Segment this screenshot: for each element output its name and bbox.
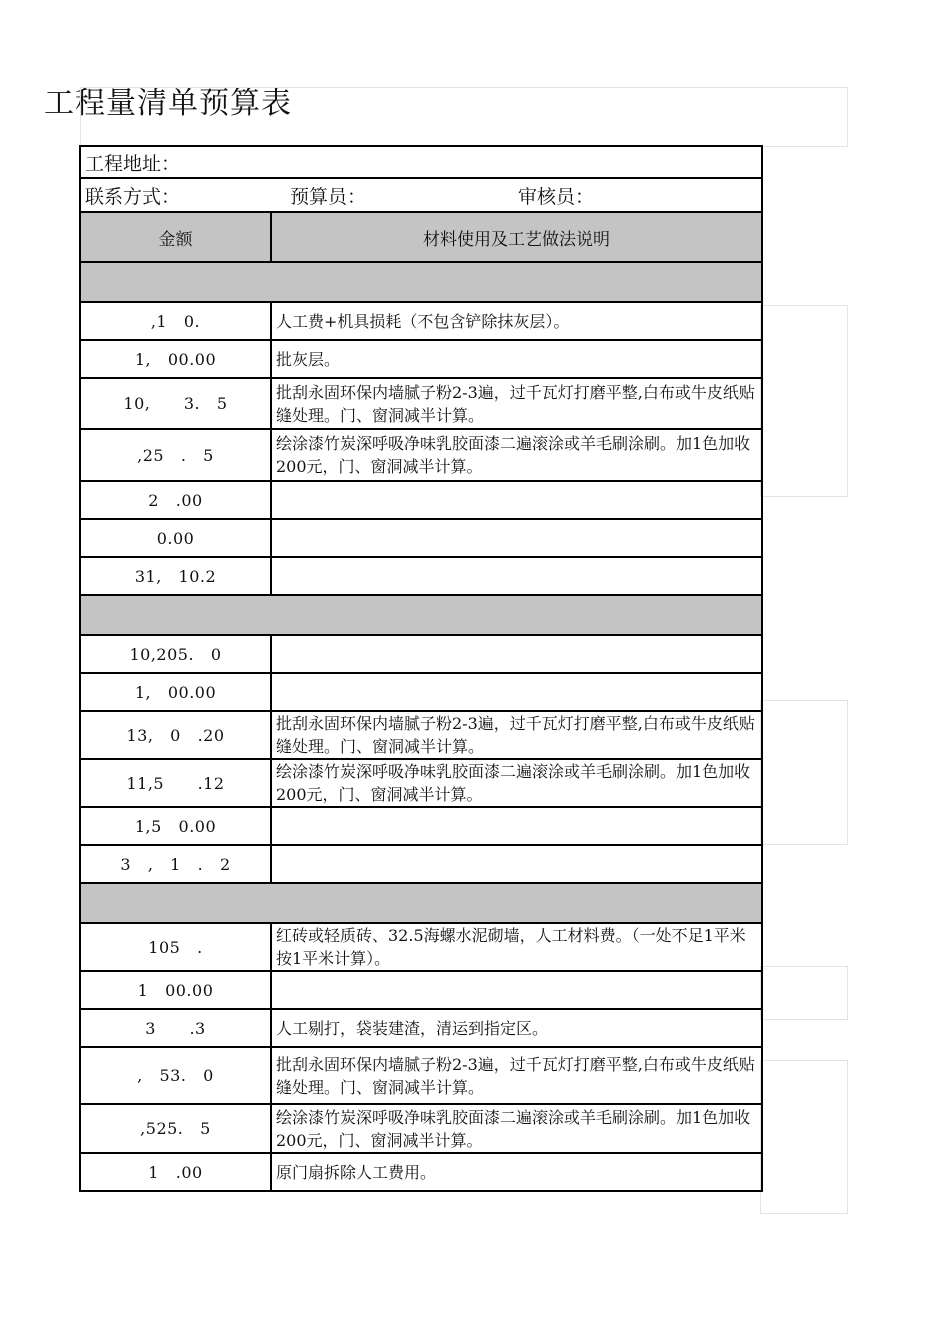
description-cell bbox=[271, 845, 762, 883]
budgeter-label: 预算员： bbox=[290, 185, 367, 208]
description-cell bbox=[271, 673, 762, 711]
page-title: 工程量清单预算表 bbox=[44, 86, 292, 121]
description-header: 材料使用及工艺做法说明 bbox=[271, 212, 762, 262]
table-row bbox=[80, 711, 762, 759]
description-cell: 红砖或轻质砖、32.5海螺水泥砌墙，人工材料费。（一处不足1平米按1平米计算）。 bbox=[271, 923, 762, 971]
description-cell bbox=[271, 971, 762, 1009]
faint-cell-outline bbox=[760, 966, 848, 1020]
amount-cell: 1, 00.00 bbox=[80, 673, 271, 711]
project-address-label: 工程地址： bbox=[80, 146, 762, 178]
description-cell: 人工剔打，袋装建渣，清运到指定区。 bbox=[271, 1009, 762, 1047]
table-row bbox=[80, 1104, 762, 1153]
description-cell bbox=[271, 481, 762, 519]
table-row bbox=[80, 340, 762, 378]
table-row bbox=[80, 807, 762, 845]
amount-cell: ,25 . 5 bbox=[80, 429, 271, 481]
amount-cell: 1 .00 bbox=[80, 1153, 271, 1191]
amount-cell: 2 .00 bbox=[80, 481, 271, 519]
amount-cell: 10,205. 0 bbox=[80, 635, 271, 673]
faint-cell-outline bbox=[760, 700, 848, 845]
table-row bbox=[80, 845, 762, 883]
amount-cell: 105 . bbox=[80, 923, 271, 971]
amount-cell: 13, 0 .20 bbox=[80, 711, 271, 759]
reviewer-label: 审核员： bbox=[518, 185, 595, 208]
table-row bbox=[80, 759, 762, 807]
description-cell: 绘涂漆竹炭深呼吸净味乳胶面漆二遍滚涂或羊毛刷涂刷。加1色加收200元，门、窗洞减半计算。 bbox=[271, 1104, 762, 1153]
section-band-cell bbox=[80, 595, 762, 635]
description-cell: 绘涂漆竹炭深呼吸净味乳胶面漆二遍滚涂或羊毛刷涂刷。加1色加收200元，门、窗洞减半计算。 bbox=[271, 759, 762, 807]
contact-label: 联系方式： bbox=[85, 185, 181, 208]
amount-cell: 10, 3. 5 bbox=[80, 378, 271, 429]
description-cell: 绘涂漆竹炭深呼吸净味乳胶面漆二遍滚涂或羊毛刷涂刷。加1色加收200元，门、窗洞减半计算。 bbox=[271, 429, 762, 481]
section-band bbox=[80, 262, 762, 302]
budget-table bbox=[79, 145, 761, 1192]
table-row bbox=[80, 1153, 762, 1191]
section-band-cell bbox=[80, 262, 762, 302]
table-row bbox=[80, 1009, 762, 1047]
amount-cell: 1, 00.00 bbox=[80, 340, 271, 378]
description-cell: 批灰层。 bbox=[271, 340, 762, 378]
section-band bbox=[80, 595, 762, 635]
table-row bbox=[80, 635, 762, 673]
description-cell: 批刮永固环保内墙腻子粉2-3遍，过千瓦灯打磨平整,白布或牛皮纸贴缝处理。门、窗洞减半计算。 bbox=[271, 711, 762, 759]
faint-cell-outline bbox=[760, 1060, 848, 1214]
table-row bbox=[80, 481, 762, 519]
description-cell bbox=[271, 807, 762, 845]
description-cell: 批刮永固环保内墙腻子粉2-3遍，过千瓦灯打磨平整,白布或牛皮纸贴缝处理。门、窗洞减半计算。 bbox=[271, 1047, 762, 1104]
amount-cell: 3 , 1 . 2 bbox=[80, 845, 271, 883]
contact-row bbox=[80, 178, 762, 212]
table-row bbox=[80, 1047, 762, 1104]
amount-cell: 11,5 .12 bbox=[80, 759, 271, 807]
table-row bbox=[80, 378, 762, 429]
amount-cell: 3 .3 bbox=[80, 1009, 271, 1047]
description-cell bbox=[271, 557, 762, 595]
amount-cell: 31, 10.2 bbox=[80, 557, 271, 595]
amount-cell: 0.00 bbox=[80, 519, 271, 557]
table-row bbox=[80, 673, 762, 711]
amount-header: 金额 bbox=[80, 212, 271, 262]
table-row bbox=[80, 557, 762, 595]
amount-cell: 1,5 0.00 bbox=[80, 807, 271, 845]
description-cell: 人工费+机具损耗（不包含铲除抹灰层）。 bbox=[271, 302, 762, 340]
section-band bbox=[80, 883, 762, 923]
description-cell bbox=[271, 519, 762, 557]
description-cell bbox=[271, 635, 762, 673]
section-band-cell bbox=[80, 883, 762, 923]
table-row bbox=[80, 923, 762, 971]
faint-cell-outline bbox=[760, 305, 848, 497]
amount-cell: 1 00.00 bbox=[80, 971, 271, 1009]
amount-cell: ,1 0. bbox=[80, 302, 271, 340]
table-row bbox=[80, 519, 762, 557]
description-cell: 原门扇拆除人工费用。 bbox=[271, 1153, 762, 1191]
table-row bbox=[80, 429, 762, 481]
amount-cell: , 53. 0 bbox=[80, 1047, 271, 1104]
project-address-row bbox=[80, 146, 762, 178]
table-row bbox=[80, 971, 762, 1009]
table-header-row bbox=[80, 212, 762, 262]
table-row bbox=[80, 302, 762, 340]
description-cell: 批刮永固环保内墙腻子粉2-3遍，过千瓦灯打磨平整,白布或牛皮纸贴缝处理。门、窗洞减半计算。 bbox=[271, 378, 762, 429]
faint-cell-outline bbox=[80, 87, 848, 147]
amount-cell: ,525. 5 bbox=[80, 1104, 271, 1153]
